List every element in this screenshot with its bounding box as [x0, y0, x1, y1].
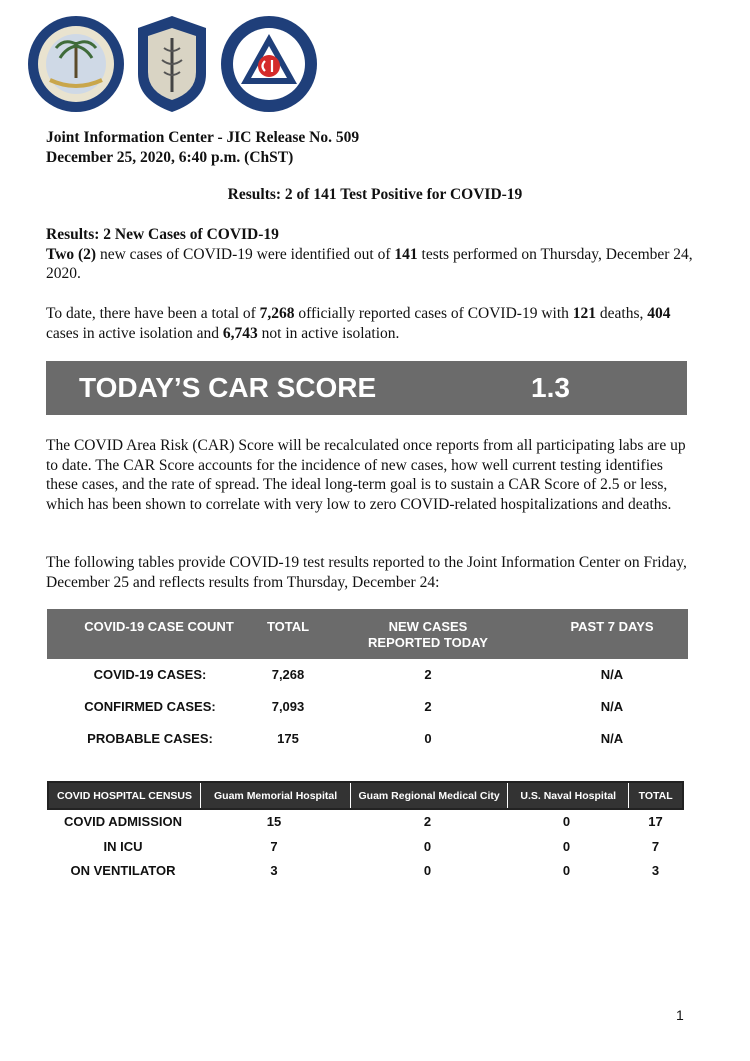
totals-paragraph: To date, there have been a total of 7,268 officially reported cases of COVID-19 with 121 deaths, 404 cases in active isolation and 6,743 not in active isolation.	[46, 305, 671, 342]
release-date: December 25, 2020, 6:40 p.m. (ChST)	[46, 149, 294, 166]
new-cases-paragraph: Two (2) new cases of COVID-19 were identified out of 141 tests performed on Thursday, December 24, 2020.	[46, 245, 693, 282]
hospital-table-header	[47, 781, 684, 810]
release-header	[46, 128, 359, 168]
header-case-count: COVID-19 CASE COUNT	[84, 619, 234, 634]
car-score-bar	[46, 361, 687, 415]
car-score-value: 1.3	[531, 372, 570, 403]
table-row: COVID ADMISSION 15 2 0 17	[64, 814, 663, 829]
header-total: TOTAL	[266, 619, 310, 634]
release-number: Joint Information Center - JIC Release No. 509	[46, 129, 360, 146]
header-grmc: Guam Regional Medical City	[351, 783, 508, 808]
section-title: Results: 2 New Cases of COVID-19	[46, 226, 279, 243]
new-cases-section	[46, 225, 694, 284]
header-hospital-census: COVID HOSPITAL CENSUS	[49, 783, 201, 808]
case-table-header	[47, 609, 688, 659]
car-paragraph: The COVID Area Risk (CAR) Score will be recalculated once reports from all participating labs are up to date. The CAR Score accounts for the incidence of new cases, how well current testing identifies these cases, and the rate of spread. The ideal long-term goal is to sustain a CAR Score of 2.5 or less, which has been shown to correlate with very low to zero COVID-related hospitalizations and deaths.	[46, 437, 686, 513]
header-past-7-days: PAST 7 DAYS	[570, 619, 654, 634]
table-row: ON VENTILATOR 3 0 0 3	[70, 863, 660, 878]
car-score-label: TODAY’S CAR SCORE	[79, 372, 377, 403]
governor-seal-icon	[26, 14, 126, 114]
header-usnh: U.S. Naval Hospital	[508, 783, 629, 808]
table-row: COVID-19 CASES: 7,268 2 N/A	[93, 667, 624, 682]
tables-intro-paragraph: The following tables provide COVID-19 test results reported to the Joint Information Center on Friday, December 25 and reflects results from Thursday, December 24:	[46, 554, 687, 591]
table-row: IN ICU 7 0 0 7	[103, 839, 660, 854]
public-health-seal-icon	[134, 14, 210, 114]
table-row: CONFIRMED CASES: 7,093 2 N/A	[84, 699, 624, 714]
results-title: Results: 2 of 141 Test Positive for COVID-19	[227, 186, 523, 203]
table-row: PROBABLE CASES: 175 0 N/A	[87, 731, 624, 746]
header-hospital-total: TOTAL	[629, 783, 682, 808]
header-new-cases: NEW CASES	[388, 619, 468, 634]
header-reported-today: REPORTED TODAY	[368, 635, 488, 650]
page-number: 1	[676, 1007, 684, 1023]
civil-defense-seal-icon	[219, 14, 319, 114]
header-gmh: Guam Memorial Hospital	[201, 783, 351, 808]
